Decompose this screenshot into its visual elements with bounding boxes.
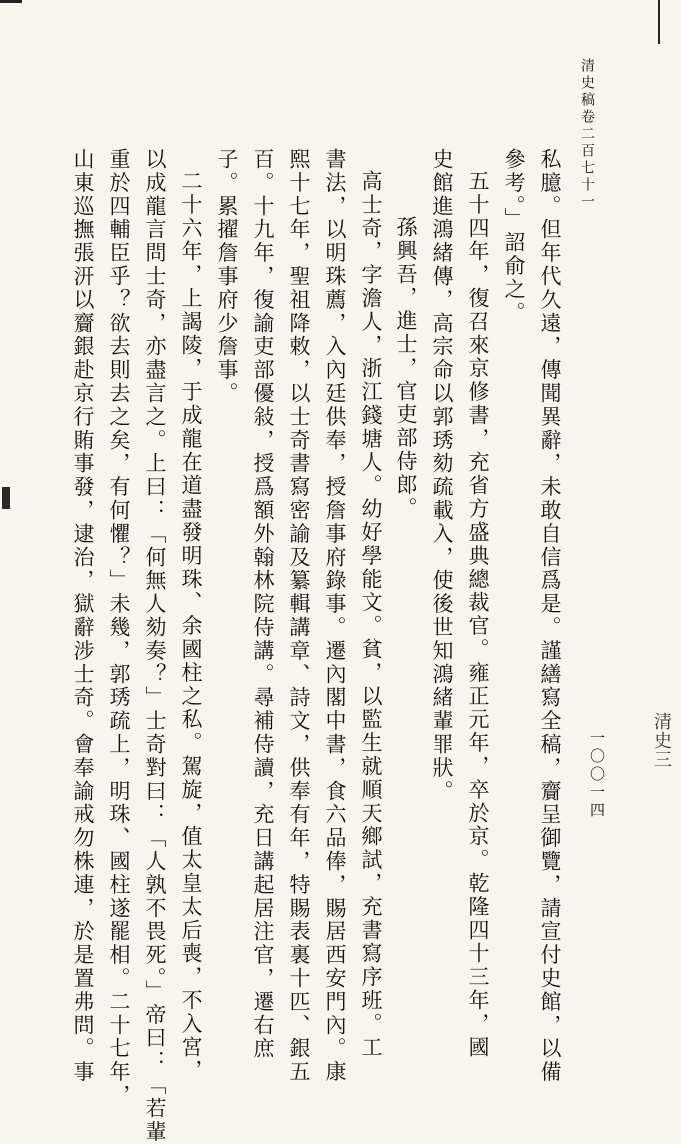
text-column-2: 參考。」詔俞之。 <box>502 148 526 325</box>
page-number: 一〇〇一四 <box>588 730 606 820</box>
right-margin-rule <box>658 0 660 44</box>
text-column-12: 以成龍言問士奇，亦盡言之。上曰：「何無人劾奏？」士奇對曰：「人孰不畏死。」帝曰：「若輩 <box>143 148 167 1144</box>
text-column-14: 山東巡撫張汧以齎銀赴京行賄事發，逮治，獄辭涉士奇。會奉諭戒勿株連，於是置弗問。事 <box>71 148 95 1084</box>
text-column-1: 私臆。但年代久遠，傳聞異辭，未敢自信爲是。謹繕寫全稿，齎呈御覽，請宣付史館，以備 <box>538 148 562 1084</box>
text-column-5: 孫興吾，進士，官吏部侍郎。 <box>394 216 418 521</box>
text-column-8: 熙十七年，聖祖降敕，以士奇書寫密諭及纂輯講章、詩文，供奉有年，特賜表裏十匹、銀五 <box>287 148 311 1084</box>
text-column-9: 百。十九年，復諭吏部優敍，授爲額外翰林院侍講。尋補侍讀，充日講起居注官，遷右庶 <box>251 148 275 1061</box>
text-column-3: 五十四年，復召來京修書，充省方盛典總裁官。雍正元年，卒於京。乾隆四十三年，國 <box>466 170 490 1060</box>
top-rule <box>0 0 22 3</box>
text-column-10: 子。累擢詹事府少詹事。 <box>215 148 239 406</box>
text-column-6: 高士奇，字澹人，浙江錢塘人。幼好學能文。貧，以監生就順天鄉試，充書寫序班。工 <box>359 170 383 1060</box>
text-column-11: 二十六年，上謁陵，于成龍在道盡發明珠、余國柱之私。駕旋，值太皇太后喪，不入宮， <box>179 170 203 1083</box>
running-header-title: 清史稿卷二百七十一 <box>579 58 595 211</box>
text-column-13: 重於四輔臣乎？欲去則去之矣，有何懼？」未幾，郭琇疏上，明珠、國柱遂罷相。二十七年， <box>107 148 131 1108</box>
edge-text: 清史三 <box>651 712 672 769</box>
text-column-4: 史館進鴻緒傳，高宗命以郭琇劾疏載入，使後世知鴻緒輩罪狀。 <box>430 148 454 804</box>
text-column-7: 書法，以明珠薦，入內廷供奉，授詹事府錄事。遷內閣中書，食六品俸，賜居西安門內。康 <box>323 148 347 1084</box>
binding-edge-mark <box>2 487 10 509</box>
